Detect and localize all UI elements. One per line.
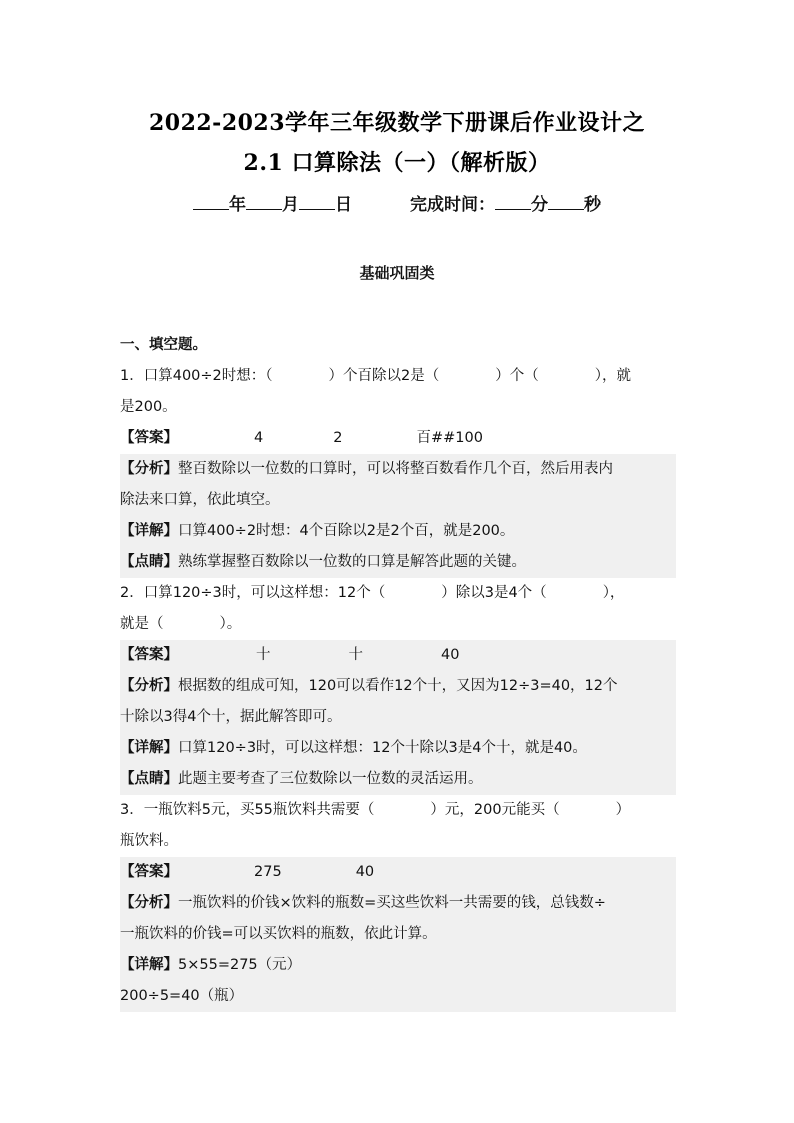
document-title-line1: 2022-2023学年三年级数学下册课后作业设计之 — [148, 110, 646, 136]
answer-value: 十 — [348, 647, 363, 663]
year-label: 年 — [229, 195, 246, 215]
q2-line1: 2．口算120÷3时，可以这样想：12个（ ）除以3是4个（ ）， — [120, 585, 625, 601]
day-label: 日 — [335, 195, 352, 215]
month-blank — [246, 195, 282, 210]
q1-line2: 是200。 — [120, 399, 177, 415]
q1-explanation: 【分析】整百数除以一位数的口算时，可以将整百数看作几个百，然后用表内 除法来口算，依此填空。 【详解】口算400÷2时想：4个百除以2是2个百，就是200。 【点睛】熟练掌握整百数除以一位数的口算是解答此题的关键。 — [120, 454, 676, 578]
time-label: 完成时间： — [410, 195, 495, 215]
q3-line2: 瓶饮料。 — [120, 833, 178, 849]
question-content — [120, 330, 676, 1012]
answer-value: 275 — [254, 864, 282, 880]
second-label: 秒 — [584, 195, 601, 215]
q3-explanation: 【答案】 275 40 【分析】一瓶饮料的价钱×饮料的瓶数=买这些饮料一共需要的钱，总钱数÷ 一瓶饮料的价钱=可以买饮料的瓶数，依此计算。 【详解】5×55=275（元） 200÷5=40（瓶） — [120, 857, 676, 1012]
document-title-line2: 2.1 口算除法（一）（解析版） — [243, 150, 551, 176]
q2-line2: 就是（ ）。 — [120, 616, 242, 632]
month-label: 月 — [282, 195, 299, 215]
second-blank — [548, 195, 584, 210]
q1-line1: 1．口算400÷2时想：（ ）个百除以2是（ ）个（ ），就 — [120, 368, 632, 384]
part-title: 一、填空题。 — [120, 337, 207, 353]
date-time-line — [0, 190, 794, 215]
minute-blank — [495, 195, 531, 210]
q3-line1: 3．一瓶饮料5元，买55瓶饮料共需要（ ）元，200元能买（ ） — [120, 802, 631, 818]
q1-answer: 【答案】 4 2 百##100 — [120, 423, 676, 454]
minute-label: 分 — [531, 195, 548, 215]
answer-value: 40 — [355, 864, 375, 880]
section-title: 基础巩固类 — [359, 264, 435, 282]
answer-value: 40 — [441, 647, 460, 663]
answer-value: 4 — [254, 430, 264, 446]
day-blank — [299, 195, 335, 210]
answer-value: 2 — [333, 430, 343, 446]
answer-value: 百##100 — [416, 430, 483, 446]
answer-value: 十 — [256, 647, 271, 663]
q2-explanation: 【答案】 十 十 40 【分析】根据数的组成可知，120可以看作12个十，又因为12÷3=40，12个 十除以3得4个十，据此解答即可。 【详解】口算120÷3时，可以这样想：12个十除以3是4个十，就是40。 【点睛】此题主要考查了三位数除以一位数的灵活运用。 — [120, 640, 676, 795]
year-blank — [193, 195, 229, 210]
